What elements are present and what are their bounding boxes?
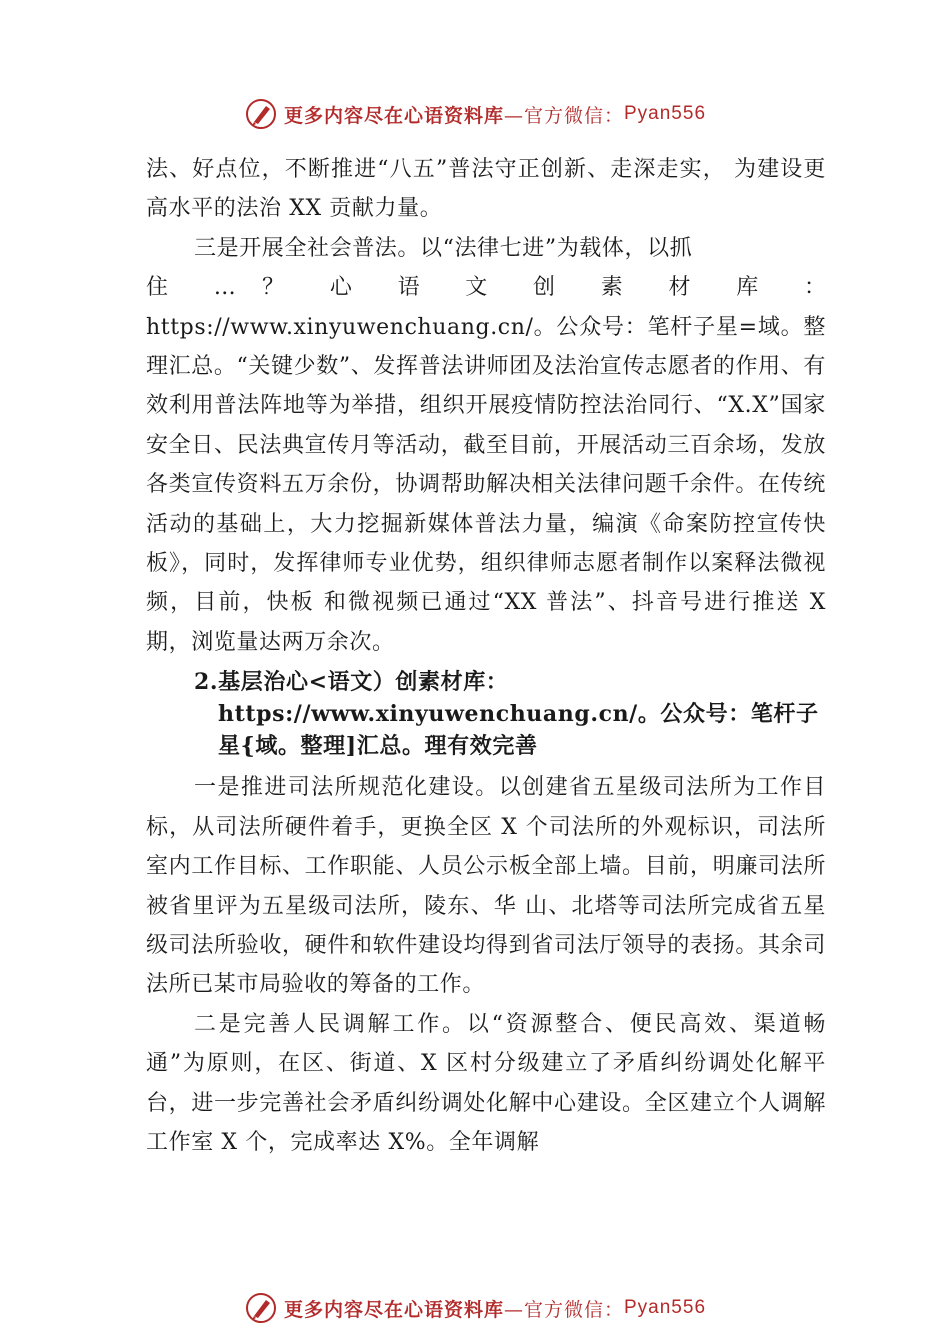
banner-wechat-id: Pyan556 [624, 103, 707, 124]
paragraph-4: 二是完善人民调解工作。以“资源整合、便民高效、渠道畅通”为原则，在区、街道、X 区村分级建立了矛盾纠纷调处化解平台，进一步完善社会矛盾纠纷调处化解中心建设。全区建立个人调解工作室 X 个，完成率达 X%。全年调解 [146, 1011, 826, 1155]
banner-separator: —官方微信： [503, 104, 624, 127]
banner-separator: —官方微信： [503, 1298, 624, 1321]
banner-title: 更多内容尽在心语资料库 [283, 1298, 504, 1321]
paragraph-2-line-2: 住 … ？ 心 语 文 创 素 材 库 ： [146, 275, 826, 301]
paragraph-1: 法、好点位，不断推进“八五”普法守正创新、走深走实， 为建设更高水平的法治 XX 贡献力量。 [146, 157, 826, 222]
banner-title: 更多内容尽在心语资料库 [283, 104, 504, 127]
paragraph-2-line-1: 三是开展全社会普法。以“法律七进”为载体，以抓 [194, 235, 693, 261]
paragraph-3: 一是推进司法所规范化建设。以创建省五星级司法所为工作目标，从司法所硬件着手，更换全区 X 个司法所的外观标识，司法所室内工作目标、工作职能、人员公示板全部上墙。目前，明廉司法所被省里评为五星级司法所，陵东、华 山、北塔等司法所完成省五星级司法所验收，硬件和软件建设均得到省司法厅领导的表扬。其余司法所已某市局验收的筹备的工作。 [146, 775, 826, 998]
footer-banner [0, 1288, 950, 1328]
banner-wechat-id: Pyan556 [624, 1297, 707, 1318]
document-body [146, 150, 826, 1162]
paragraph-2-rest: https://www.xinyuwenchuang.cn/。公众号：笔杆子星=域。整理汇总。“关键少数”、发挥普法讲师团及法治宣传志愿者的作用、有效利用普法阵地等为举措，组织开展疫情防控法治同行、“X.X”国家安全日、民法典宣传月等活动，截至目前，开展活动三百余场，发放各类宣传资料五万余份，协调帮助解决相关法律问题千余件。在传统活动的基础上，大力挖掘新媒体普法力量，编演《命案防控宣传快板》，同时，发挥律师专业优势，组织律师志愿者制作以案释法微视频，目前，快板 和微视频已通过“XX 普法”、抖音号进行推送 X 期，浏览量达两万余次。 [146, 314, 826, 655]
section-heading: 2.基层治心<语文）创素材库：https://www.xinyuwenchuang.cn/。公众号：笔杆子星{域。整理]汇总。理有效完善 [194, 669, 819, 760]
pen-nib-seal-icon [244, 1291, 278, 1325]
pen-nib-seal-icon [244, 97, 278, 131]
header-banner [0, 94, 950, 134]
